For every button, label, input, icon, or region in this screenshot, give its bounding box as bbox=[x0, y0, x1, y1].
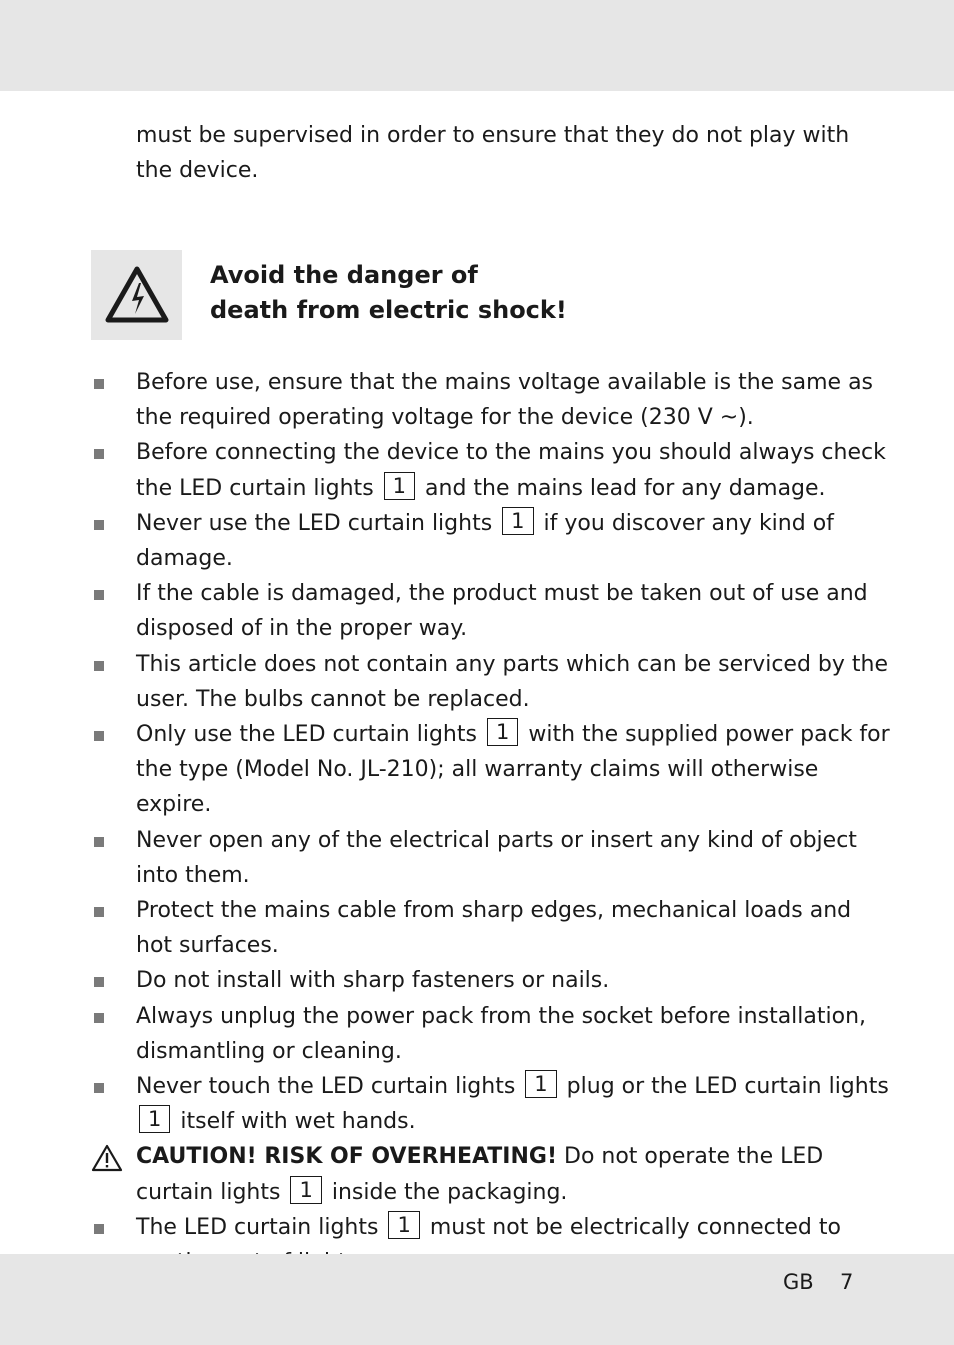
item-text: Never use the LED curtain lights bbox=[136, 510, 493, 536]
item-text: Before use, ensure that the mains voltage available is the same as the required operating voltage for the device (230 V ~). bbox=[136, 370, 874, 431]
header-band bbox=[0, 0, 954, 91]
list-item bbox=[91, 717, 891, 823]
bullet-icon bbox=[94, 837, 104, 847]
bullet-icon bbox=[94, 590, 104, 600]
intro-paragraph: must be supervised in order to ensure that they do not play with the device. bbox=[136, 123, 850, 184]
item-text: Before connecting the device to the mains you should always check the LED curtain lights bbox=[136, 440, 886, 501]
part-reference: 1 bbox=[525, 1070, 556, 1098]
bullet-icon bbox=[94, 1224, 104, 1234]
list-item bbox=[91, 823, 891, 893]
part-reference: 1 bbox=[290, 1176, 321, 1204]
item-text: and the mains lead for any damage. bbox=[425, 475, 826, 501]
bullet-icon bbox=[94, 449, 104, 459]
list-item bbox=[91, 893, 891, 963]
page-number: 7 bbox=[840, 1270, 854, 1294]
bullet-icon bbox=[94, 520, 104, 530]
item-text: Always unplug the power pack from the socket before installation, dismantling or cleaning. bbox=[136, 1003, 867, 1064]
bullet-icon bbox=[94, 731, 104, 741]
item-text: This article does not contain any parts which can be serviced by the user. The bulbs cannot be replaced. bbox=[136, 651, 888, 712]
list-item bbox=[91, 999, 891, 1069]
list-item bbox=[91, 365, 891, 435]
part-reference: 1 bbox=[388, 1211, 419, 1239]
bullet-icon bbox=[94, 1013, 104, 1023]
item-text: Do not operate the LED curtain lights bbox=[136, 1144, 824, 1205]
item-text: if you discover any kind of damage. bbox=[136, 510, 834, 572]
warning-title-line1: Avoid the danger of bbox=[210, 261, 478, 289]
item-text: If the cable is damaged, the product must be taken out of use and disposed of in the proper way. bbox=[136, 581, 868, 642]
part-reference: 1 bbox=[502, 507, 533, 535]
warning-icon-box bbox=[91, 250, 182, 340]
caution-item bbox=[91, 1139, 891, 1209]
caution-heading: CAUTION! RISK OF OVERHEATING! bbox=[136, 1144, 557, 1170]
bullet-icon bbox=[94, 379, 104, 389]
item-text: inside the packaging. bbox=[331, 1179, 568, 1205]
item-text: must not be electrically connected to bbox=[429, 1214, 841, 1240]
part-reference: 1 bbox=[384, 472, 415, 500]
safety-list bbox=[91, 365, 891, 1280]
list-item bbox=[91, 1069, 891, 1139]
bullet-icon bbox=[94, 907, 104, 917]
warning-title-line2: death from electric shock! bbox=[210, 296, 567, 325]
list-item bbox=[91, 963, 891, 998]
electric-shock-warning-icon bbox=[104, 265, 170, 325]
warning-title bbox=[210, 258, 710, 328]
caution-triangle-icon bbox=[91, 1144, 123, 1172]
item-text: Only use the LED curtain lights bbox=[136, 722, 477, 748]
bullet-icon bbox=[94, 661, 104, 671]
item-text: plug or the LED curtain lights bbox=[566, 1074, 889, 1100]
list-item bbox=[91, 506, 891, 576]
item-text: itself with wet hands. bbox=[180, 1109, 416, 1135]
item-text: Do not install with sharp fasteners or nails. bbox=[136, 968, 610, 994]
list-item bbox=[91, 435, 891, 505]
bullet-icon bbox=[94, 977, 104, 987]
item-text: The LED curtain lights bbox=[136, 1214, 379, 1240]
item-text: with the supplied power pack for the type (Model No. JL-210); all warranty claims will otherwise expire. bbox=[136, 722, 890, 818]
bullet-icon bbox=[94, 1083, 104, 1093]
item-text: Never touch the LED curtain lights bbox=[136, 1074, 516, 1100]
item-text: Protect the mains cable from sharp edges, mechanical loads and hot surfaces. bbox=[136, 898, 852, 959]
list-item bbox=[91, 576, 891, 646]
part-reference: 1 bbox=[139, 1105, 170, 1133]
footer-language-code: GB bbox=[783, 1270, 814, 1294]
part-reference: 1 bbox=[487, 718, 518, 746]
item-text: Never open any of the electrical parts or insert any kind of object into them. bbox=[136, 827, 857, 888]
list-item bbox=[91, 647, 891, 717]
